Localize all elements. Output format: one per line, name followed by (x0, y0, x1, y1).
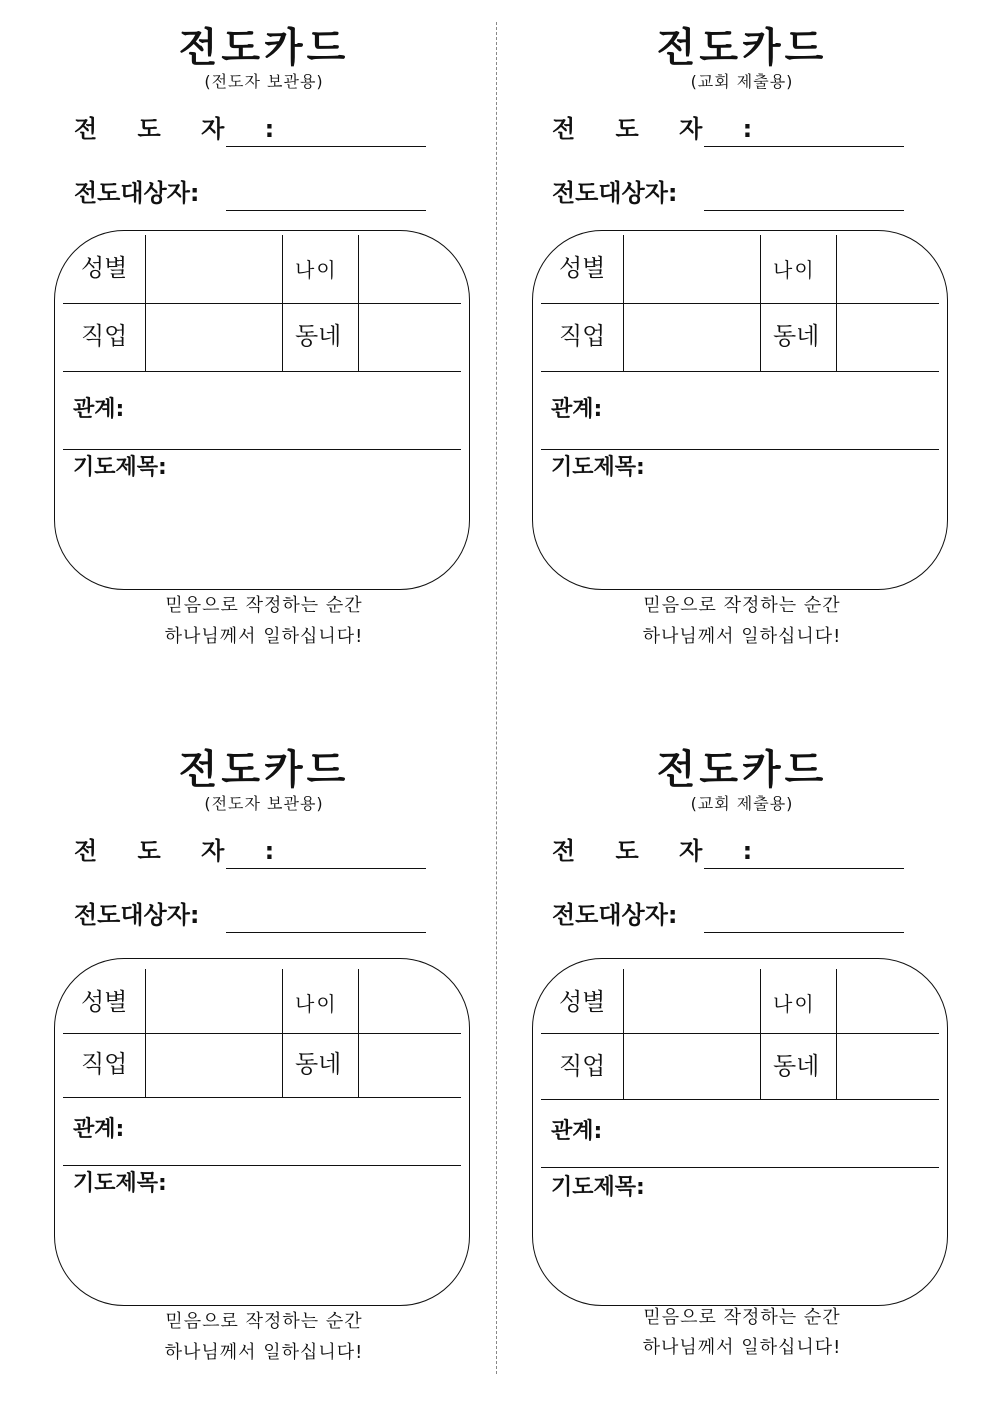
neighborhood-label: 동네 (773, 322, 820, 350)
card-title: 전도카드 (656, 25, 828, 71)
footer-line-2: 하나님께서 일하십니다! (164, 1342, 364, 1363)
job-label: 직업 (559, 322, 606, 350)
prayer-label: 기도제목: (73, 455, 167, 480)
evangelist-label: 전 도 자 : (552, 837, 769, 865)
gender-label: 성별 (559, 988, 606, 1016)
evangelism-card-submit-1 (532, 0, 992, 660)
prayer-label: 기도제목: (551, 455, 645, 480)
target-input-line[interactable] (704, 210, 904, 211)
gender-label: 성별 (81, 254, 128, 282)
footer-line-2: 하나님께서 일하십니다! (642, 626, 842, 647)
footer-line-1: 믿음으로 작정하는 순간 (643, 595, 841, 616)
evangelism-card-keep-1 (54, 0, 524, 660)
age-label: 나이 (773, 992, 816, 1016)
neighborhood-label: 동네 (295, 322, 342, 350)
footer-line-2: 하나님께서 일하십니다! (642, 1337, 842, 1358)
job-label: 직업 (81, 1050, 128, 1078)
relation-label: 관계: (551, 1119, 603, 1144)
gender-label: 성별 (81, 988, 128, 1016)
evangelist-input-line[interactable] (704, 146, 904, 147)
card-title: 전도카드 (656, 747, 828, 793)
info-box (532, 958, 948, 1306)
card-subtitle: (교회 제출용) (690, 794, 794, 813)
target-label: 전도대상자: (74, 901, 200, 929)
job-label: 직업 (81, 322, 128, 350)
age-label: 나이 (295, 258, 338, 282)
age-label: 나이 (773, 258, 816, 282)
neighborhood-label: 동네 (773, 1052, 820, 1080)
target-input-line[interactable] (704, 932, 904, 933)
target-label: 전도대상자: (74, 179, 200, 207)
gender-label: 성별 (559, 254, 606, 282)
info-box (532, 230, 948, 590)
card-title: 전도카드 (178, 25, 350, 71)
target-input-line[interactable] (226, 210, 426, 211)
evangelist-label: 전 도 자 : (552, 115, 769, 143)
evangelist-label: 전 도 자 : (74, 115, 291, 143)
age-label: 나이 (295, 992, 338, 1016)
info-box (54, 958, 470, 1306)
relation-label: 관계: (551, 397, 603, 422)
card-subtitle: (전도자 보관용) (204, 794, 324, 813)
footer-line-1: 믿음으로 작정하는 순간 (643, 1307, 841, 1328)
relation-label: 관계: (73, 397, 125, 422)
prayer-label: 기도제목: (73, 1171, 167, 1196)
target-input-line[interactable] (226, 932, 426, 933)
evangelist-input-line[interactable] (226, 146, 426, 147)
job-label: 직업 (559, 1052, 606, 1080)
evangelism-card-submit-2 (532, 722, 992, 1382)
evangelism-card-keep-2 (54, 722, 524, 1382)
footer-line-1: 믿음으로 작정하는 순간 (165, 1311, 363, 1332)
footer-line-2: 하나님께서 일하십니다! (164, 626, 364, 647)
footer-line-1: 믿음으로 작정하는 순간 (165, 595, 363, 616)
info-box (54, 230, 470, 590)
card-title: 전도카드 (178, 747, 350, 793)
neighborhood-label: 동네 (295, 1050, 342, 1078)
card-subtitle: (교회 제출용) (690, 72, 794, 91)
evangelist-input-line[interactable] (704, 868, 904, 869)
evangelist-label: 전 도 자 : (74, 837, 291, 865)
target-label: 전도대상자: (552, 901, 678, 929)
target-label: 전도대상자: (552, 179, 678, 207)
relation-label: 관계: (73, 1117, 125, 1142)
evangelist-input-line[interactable] (226, 868, 426, 869)
card-subtitle: (전도자 보관용) (204, 72, 324, 91)
prayer-label: 기도제목: (551, 1175, 645, 1200)
